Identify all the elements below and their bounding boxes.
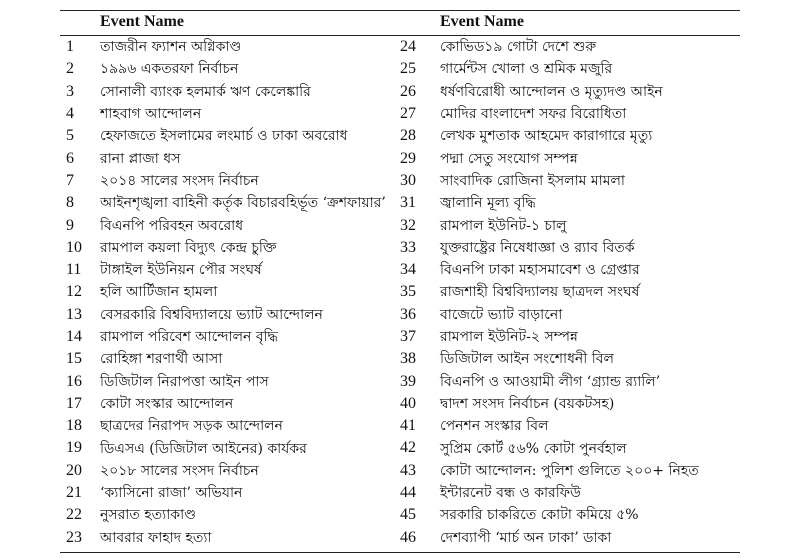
table-row [60, 504, 400, 526]
event-number: 25 [400, 60, 416, 78]
table-row [400, 304, 740, 326]
event-number: 16 [66, 372, 82, 390]
event-name: ২০১৮ সালের সংসদ নির্বাচন [100, 462, 259, 479]
event-name: বিএনপি ঢাকা মহাসমাবেশ ও গ্রেপ্তার [440, 262, 640, 279]
event-name: গার্মেন্টস খোলা ও শ্রমিক মজুরি [440, 61, 613, 78]
bottom-rule [60, 552, 740, 553]
table-row [400, 415, 740, 437]
event-number: 24 [400, 38, 416, 56]
table-row [60, 326, 400, 348]
event-number: 5 [66, 127, 74, 145]
event-name: রামপাল ইউনিট-১ চালু [440, 217, 567, 234]
event-name: বিএনপি পরিবহন অবরোধ [100, 217, 244, 234]
event-name: সাংবাদিক রোজিনা ইসলাম মামলা [440, 172, 625, 189]
table-row [400, 103, 740, 125]
event-number: 6 [66, 149, 74, 167]
event-name: টাঙ্গাইল ইউনিয়ন পৌর সংঘর্ষ [100, 262, 262, 279]
header-row [60, 11, 740, 33]
event-name: দ্বাদশ সংসদ নির্বাচন (বয়কটসহ) [440, 395, 615, 412]
event-table [60, 10, 740, 553]
event-name: লেখক মুশতাক আহমেদ কারাগারে মৃত্যু [440, 128, 653, 145]
table-row [400, 125, 740, 147]
event-name: পেনশন সংস্কার বিল [440, 418, 549, 435]
event-number: 23 [66, 528, 82, 546]
event-name: ‘ক্যাসিনো রাজা’ অভিযান [100, 485, 243, 502]
table-row [60, 482, 400, 504]
event-number: 30 [400, 171, 416, 189]
table-row [60, 304, 400, 326]
table-body [60, 36, 740, 549]
table-row [60, 36, 400, 58]
event-number: 17 [66, 394, 82, 412]
table-row [400, 460, 740, 482]
event-number: 7 [66, 171, 74, 189]
event-name: মোদির বাংলাদেশ সফর বিরোধিতা [440, 106, 627, 123]
event-number: 36 [400, 305, 416, 323]
event-number: 42 [400, 439, 416, 457]
table-row [60, 147, 400, 169]
table-row [400, 482, 740, 504]
event-name: বিএনপি ও আওয়ামী লীগ ‘গ্র্যান্ড র‍্যালি’ [440, 373, 661, 390]
table-row [400, 370, 740, 392]
table-row [60, 527, 400, 549]
event-name: ডিজিটাল আইন সংশোধনী বিল [440, 351, 614, 368]
event-number: 12 [66, 283, 82, 301]
table-row [400, 170, 740, 192]
event-number: 19 [66, 439, 82, 457]
table-row [400, 326, 740, 348]
table-row [400, 281, 740, 303]
table-row [60, 58, 400, 80]
table-row [400, 214, 740, 236]
event-name: ২০১৪ সালের সংসদ নির্বাচন [100, 172, 259, 189]
event-name: রামপাল কয়লা বিদ্যুৎ কেন্দ্র চুক্তি [100, 239, 277, 256]
event-number: 15 [66, 350, 82, 368]
table-row [60, 393, 400, 415]
event-number: 44 [400, 484, 416, 502]
table-row [60, 214, 400, 236]
event-number: 8 [66, 194, 74, 212]
event-name: হেফাজতে ইসলামের লংমার্চ ও ঢাকা অবরোধ [100, 128, 348, 145]
event-name: ডিজিটাল নিরাপত্তা আইন পাস [100, 373, 269, 390]
event-number: 31 [400, 194, 416, 212]
table-row [60, 370, 400, 392]
event-number: 28 [400, 127, 416, 145]
event-name: রোহিঙ্গা শরণার্থী আসা [100, 351, 223, 368]
event-number: 29 [400, 149, 416, 167]
event-name: নুসরাত হত্যাকাণ্ড [100, 507, 197, 524]
event-name: হলি আর্টিজান হামলা [100, 284, 218, 301]
event-number: 22 [66, 506, 82, 524]
event-number: 4 [66, 105, 74, 123]
table-row [400, 437, 740, 459]
event-number: 39 [400, 372, 416, 390]
event-name: রামপাল পরিবেশ আন্দোলন বৃদ্ধি [100, 329, 278, 346]
event-name: ১৯৯৬ একতরফা নির্বাচন [100, 61, 239, 78]
table-row [400, 237, 740, 259]
event-number: 45 [400, 506, 416, 524]
event-name: কোটা সংস্কার আন্দোলন [100, 395, 234, 412]
event-number: 20 [66, 461, 82, 479]
event-name: রামপাল ইউনিট-২ সম্পন্ন [440, 329, 578, 346]
event-number: 21 [66, 484, 82, 502]
table-row [60, 348, 400, 370]
table-row [60, 259, 400, 281]
event-number: 37 [400, 328, 416, 345]
table-row [60, 237, 400, 259]
event-name: যুক্তরাষ্ট্রের নিষেধাজ্ঞা ও র‌্যাব বিতর্ক [440, 239, 635, 256]
table-row [400, 81, 740, 103]
event-name: দেশব্যাপী ‘মার্চ অন ঢাকা’ ডাকা [440, 529, 612, 546]
event-number: 46 [400, 528, 416, 546]
event-name: পদ্মা সেতু সংযোগ সম্পন্ন [440, 150, 578, 167]
event-number: 3 [66, 82, 74, 100]
event-number: 32 [400, 216, 416, 234]
event-number: 13 [66, 305, 82, 323]
event-number: 41 [400, 417, 416, 435]
event-name: আবরার ফাহাদ হত্যা [100, 529, 212, 546]
event-number: 43 [400, 461, 416, 479]
event-number: 38 [400, 350, 416, 368]
table-row [400, 192, 740, 214]
event-name: শাহবাগ আন্দোলন [100, 106, 202, 123]
event-number: 14 [66, 328, 82, 345]
event-number: 9 [66, 216, 74, 234]
event-number: 11 [66, 261, 82, 279]
event-name: কোটা আন্দোলন: পুলিশ গুলিতে ২০০+ নিহত [440, 462, 699, 479]
event-name: রাজশাহী বিশ্ববিদ্যালয় ছাত্রদল সংঘর্ষ [440, 284, 640, 301]
event-number: 10 [66, 238, 82, 256]
event-name: সরকারি চাকরিতে কোটা কমিয়ে ৫% [440, 507, 639, 524]
event-name: আইনশৃঙ্খলা বাহিনী কর্তৃক বিচারবহির্ভূত ‘ক্রশফায়ার’ [100, 195, 386, 212]
event-name: তাজরীন ফ্যাশন অগ্নিকাণ্ড [100, 39, 242, 56]
table-row [60, 103, 400, 125]
event-number: 34 [400, 261, 416, 279]
header-event-name-right: Event Name [440, 13, 524, 30]
table-row [400, 147, 740, 169]
event-name: ইন্টারনেট বন্ধ ও কারফিউ [440, 485, 581, 502]
table-row [400, 527, 740, 549]
table-row [400, 393, 740, 415]
event-name: ধর্ষণবিরোধী আন্দোলন ও মৃত্যুদণ্ড আইন [440, 83, 663, 100]
event-name: ছাত্রদের নিরাপদ সড়ক আন্দোলন [100, 418, 283, 435]
event-number: 27 [400, 105, 416, 123]
table-row [60, 125, 400, 147]
table-row [60, 437, 400, 459]
event-number: 40 [400, 394, 416, 412]
event-name: বাজেটে ভ্যাট বাড়ানো [440, 306, 563, 323]
table-row [400, 36, 740, 58]
table-row [400, 504, 740, 526]
event-name: রানা প্লাজা ধস [100, 150, 181, 167]
event-number: 33 [400, 238, 416, 256]
table-row [400, 58, 740, 80]
right-column [400, 36, 740, 549]
event-number: 2 [66, 60, 74, 78]
table-row [60, 460, 400, 482]
table-row [400, 348, 740, 370]
event-name: কোভিড১৯ গোটা দেশে শুরু [440, 39, 597, 56]
event-number: 1 [66, 38, 74, 56]
event-name: বেসরকারি বিশ্ববিদ্যালয়ে ভ্যাট আন্দোলন [100, 306, 323, 323]
table-row [400, 259, 740, 281]
table-row [60, 170, 400, 192]
event-name: সোনালী ব্যাংক হলমার্ক ঋণ কেলেঙ্কারি [100, 83, 311, 100]
event-name: সুপ্রিম কোর্ট ৫৬% কোটা পুনর্বহাল [440, 440, 627, 457]
event-name: জ্বালানি মূল্য বৃদ্ধি [440, 195, 536, 212]
table-row [60, 192, 400, 214]
table-row [60, 81, 400, 103]
table-row [60, 281, 400, 303]
left-column [60, 36, 400, 549]
event-number: 18 [66, 417, 82, 435]
event-name: ডিএসএ (ডিজিটাল আইনের) কার্যকর [100, 440, 307, 457]
event-number: 35 [400, 283, 416, 301]
event-number: 26 [400, 82, 416, 100]
table-row [60, 415, 400, 437]
header-event-name-left: Event Name [100, 13, 184, 30]
